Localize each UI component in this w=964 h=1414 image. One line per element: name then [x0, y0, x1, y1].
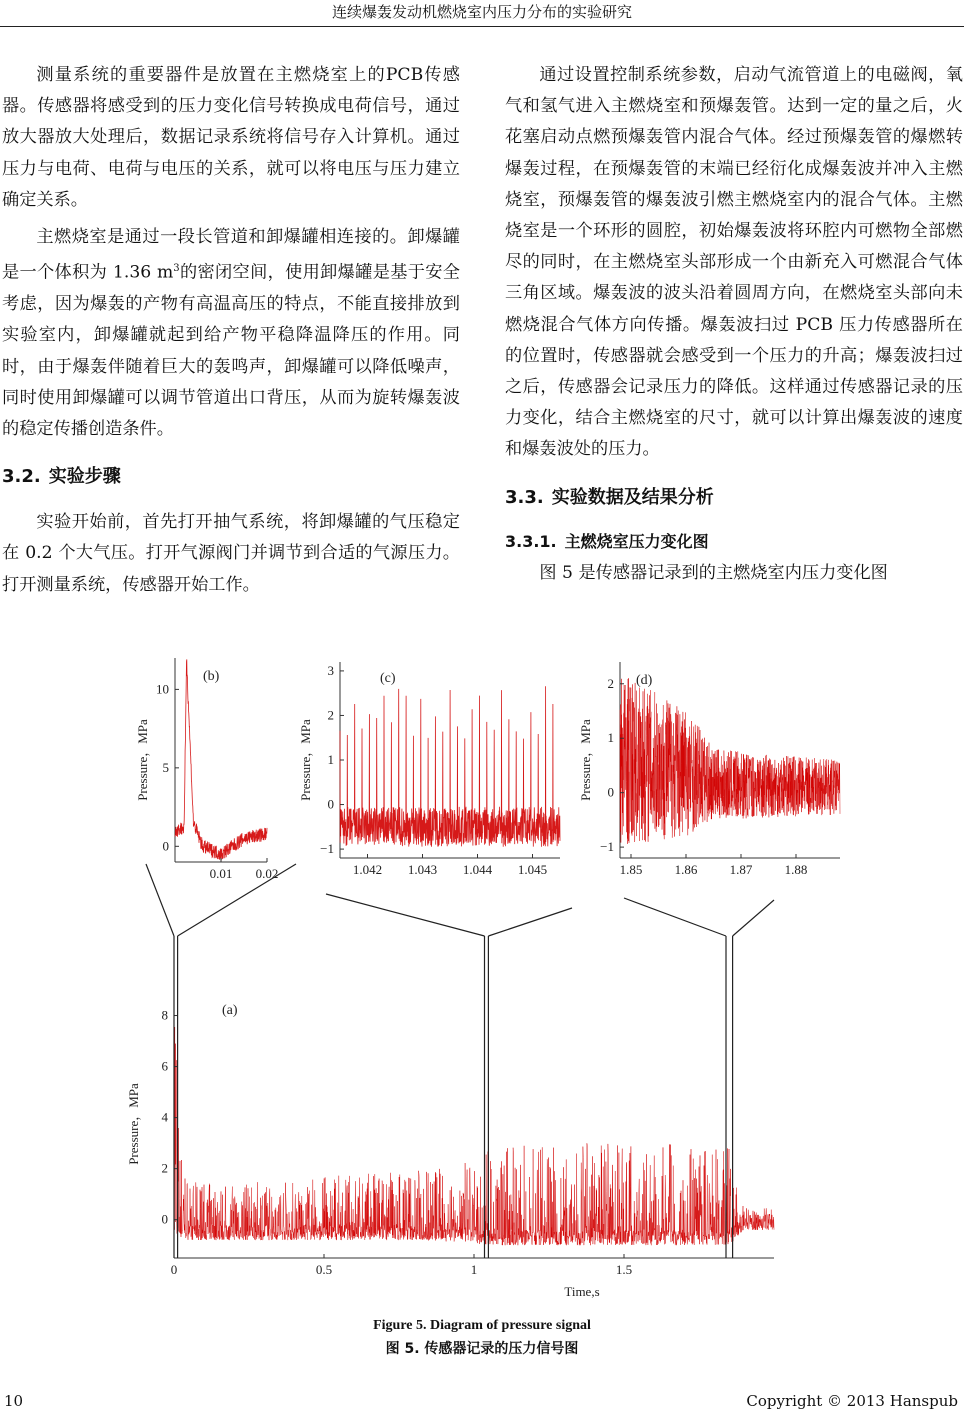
- panel-label: (b): [203, 669, 220, 684]
- x-tick-label: 0: [170, 1262, 178, 1277]
- paragraph-figure-intro: 图 5 是传感器记录到的主燃烧室内压力变化图: [539, 562, 888, 583]
- cubic-superscript: 3: [173, 263, 180, 275]
- section-title: 实验步骤: [48, 466, 121, 488]
- x-tick-label: 1.85: [619, 862, 643, 877]
- section-title: 主燃烧室压力变化图: [564, 531, 709, 551]
- y-tick-label: 0: [327, 796, 334, 812]
- y-tick-label: 2: [607, 675, 614, 691]
- y-tick-label: 2: [161, 1160, 168, 1176]
- section-title: 实验数据及结果分析: [551, 486, 714, 508]
- y-tick-label: 1: [327, 752, 334, 767]
- panel-d: [620, 662, 840, 858]
- y-tick-label: 8: [161, 1007, 168, 1023]
- running-header: [0, 0, 964, 27]
- y-axis-label: Pressure，MPa: [126, 1083, 141, 1165]
- y-tick-label: 10: [156, 681, 169, 697]
- left-column: [2, 60, 460, 607]
- section-number: 3.3.1.: [505, 531, 557, 551]
- pressure-signal-line: [174, 1010, 774, 1245]
- paragraph-measurement: 测量系统的重要器件是放置在主燃烧室上的PCB传感器。传感器将感受到的压力变化信号转换成电荷信号，通过放大器放大处理后，数据记录系统将信号存入计算机。通过压力与电荷、电荷与电压的关系，就可以将电压与压力建立确定关系。: [2, 65, 460, 210]
- section-heading-3-2: [2, 463, 460, 491]
- running-title: 连续爆轰发动机燃烧室内压力分布的实验研究: [331, 3, 632, 21]
- panel-a: [174, 990, 774, 1258]
- zoom-b-connector-right: [178, 864, 296, 936]
- pressure-signal-line: [340, 686, 560, 847]
- x-tick-label: 0.5: [315, 1262, 333, 1277]
- y-axis-label: Pressure，MPa: [298, 719, 313, 801]
- y-tick-label: 4: [161, 1109, 168, 1125]
- y-tick-label: 0: [161, 1211, 168, 1227]
- zoom-b-connector-left: [146, 864, 174, 936]
- paragraph-control-system: 通过设置控制系统参数，启动气流管道上的电磁阀，氧气和氢气进入主燃烧室和预爆轰管。达到一定的量之后，火花塞启动点燃预爆轰管内混合气体。经过预爆轰管的爆燃转爆轰过程，在预爆轰管的末端已经衍化成爆轰波并冲入主燃烧室，预爆轰管的爆轰波引燃主燃烧室内的混合气体。主燃烧室是一个环形的圆腔，初始爆轰波将环腔内可燃物全部燃尽的同时，在主燃烧室头部形成一个由新充入可燃混合气体三角区域。爆轰波的波头沿着圆周方向，在燃烧室头部向未燃烧混合气体方向传播。爆轰波扫过 PCB 压力传感器所在的位置时，传感器就会感受到一个压力的升高；爆轰波扫过之后，传感器会记录压力的降低。这样通过传感器记录的压力变化，结合主燃烧室的尺寸，就可以计算出爆轰波的速度和爆轰波处的压力。: [505, 65, 963, 460]
- copyright-notice: Copyright © 2013 Hanspub: [746, 1392, 958, 1410]
- figure-caption-cn: 图 5. 传感器记录的压力信号图: [385, 1341, 579, 1357]
- x-tick-label: 1.044: [462, 862, 493, 877]
- x-tick-label: 1.88: [784, 862, 808, 877]
- x-tick-label: 0.01: [209, 866, 233, 881]
- dump-tank-text-b: 的密闭空间，使用卸爆罐是基于安全考虑，因为爆轰的产物有高温高压的特点，不能直接排放到实验室内，卸爆罐就起到给产物平稳降温降压的作用。同时，由于爆轰伴随着巨大的轰鸣声，卸爆罐可以降低噪声，同时使用卸爆罐可以调节管道出口背压，从而为旋转爆轰波的稳定传播创造条件。: [2, 262, 460, 439]
- section-heading-3-3: [505, 484, 963, 512]
- x-tick-label: 1.5: [615, 1262, 633, 1277]
- section-number: 3.3.: [505, 486, 544, 508]
- panel-label: (c): [380, 671, 396, 686]
- x-tick-label: 1.045: [517, 862, 548, 877]
- pressure-signal-line: [620, 678, 840, 844]
- panel-b: [175, 658, 267, 862]
- x-tick-label: 1: [470, 1262, 478, 1277]
- y-tick-label: 2: [327, 707, 334, 723]
- y-tick-label: −1: [320, 841, 334, 857]
- zoom-c-connector-right: [488, 908, 572, 936]
- y-tick-label: 0: [607, 784, 614, 800]
- zoom-d-connector-left: [624, 898, 726, 936]
- page-number: 10: [4, 1392, 24, 1410]
- paragraph-dump-tank: [2, 222, 460, 445]
- x-tick-label: 1.042: [352, 862, 383, 877]
- x-tick-label: 0.02: [255, 866, 279, 881]
- pressure-signal-figure: [116, 652, 850, 1312]
- panel-label: (d): [636, 673, 653, 688]
- right-column: [505, 60, 963, 595]
- y-tick-label: 5: [162, 759, 169, 775]
- y-tick-label: −1: [600, 839, 614, 855]
- y-tick-label: 1: [607, 730, 614, 746]
- section-number: 3.2.: [2, 466, 41, 488]
- x-axis-label: Time,s: [564, 1284, 600, 1299]
- zoom-c-connector-left: [326, 894, 485, 936]
- panel-label: (a): [222, 1003, 238, 1018]
- y-axis-label: Pressure，MPa: [135, 719, 150, 801]
- y-tick-label: 3: [327, 662, 334, 678]
- dump-tank-text-a: 主燃烧室是通过一段长管道和卸爆罐相连接的。卸爆罐是一个体积为 1.36 m: [2, 227, 460, 283]
- paragraph-procedure: 实验开始前，首先打开抽气系统，将卸爆罐的气压稳定在 0.2 个大气压。打开气源阀门并调节到合适的气源压力。打开测量系统，传感器开始工作。: [2, 512, 460, 595]
- zoom-d-connector-right: [733, 900, 774, 936]
- x-tick-label: 1.043: [407, 862, 438, 877]
- y-tick-label: 0: [162, 838, 169, 854]
- y-axis-label: Pressure，MPa: [578, 719, 593, 801]
- x-tick-label: 1.87: [729, 862, 753, 877]
- x-tick-label: 1.86: [674, 862, 698, 877]
- panel-c: [340, 662, 560, 858]
- y-tick-label: 6: [161, 1058, 168, 1074]
- pressure-signal-line: [175, 659, 267, 860]
- section-heading-3-3-1: [505, 528, 963, 556]
- figure-caption-en: Figure 5. Diagram of pressure signal: [373, 1318, 591, 1333]
